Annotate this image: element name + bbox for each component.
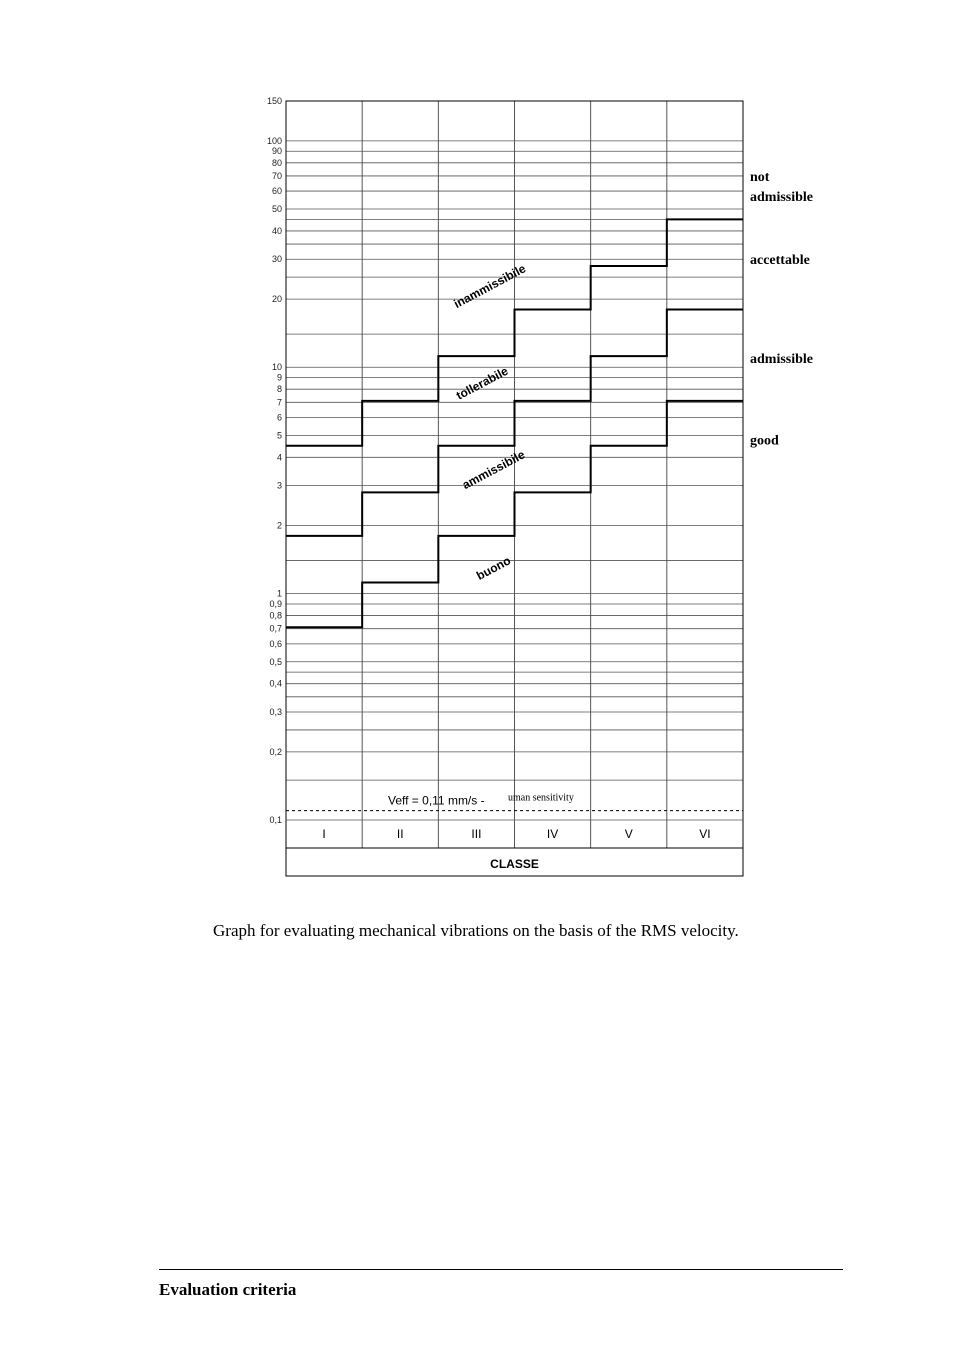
legend-label: admissible [750,351,814,367]
y-tick-label: 0,4 [269,678,282,689]
y-tick-label: 0,1 [269,815,282,825]
y-tick-label: 0,2 [269,746,282,757]
y-tick-label: 70 [271,170,282,181]
y-tick-label: 100 [266,135,282,146]
y-tick-label: 1 [276,588,282,599]
class-label-III: III [471,827,482,841]
y-tick-label: 60 [271,186,282,197]
footer-divider [159,1269,843,1270]
y-tick-label: 30 [271,254,282,265]
y-tick-label: 8 [276,384,282,395]
y-tick-label: 4 [276,452,282,463]
y-tick-label: 5 [276,430,282,441]
y-tick-label: 20 [271,294,282,305]
legend-label: not [750,169,770,185]
class-label-VI: VI [699,827,711,841]
y-tick-label: 0,6 [269,638,282,649]
zone-label-tollerabile: tollerabile [453,363,511,403]
zone-label-buono: buono [474,553,514,583]
class-label-II: II [396,827,404,841]
y-tick-label: 80 [271,157,282,168]
y-tick-label: 40 [271,225,282,236]
figure-caption: Graph for evaluating mechanical vibrations on the basis of the RMS velocity. [213,921,739,940]
y-tick-label: 7 [276,397,282,408]
y-tick-label: 3 [276,480,282,491]
x-axis-title: CLASSE [490,857,539,871]
class-label-IV: IV [546,827,559,841]
y-tick-label: 10 [271,362,282,373]
grid-layer [286,101,743,848]
y-tick-label: 0,3 [269,706,282,717]
y-tick-label: 9 [276,372,282,383]
labels [267,96,813,871]
zone-label-ammissibile: ammissibile [459,447,528,493]
class-label-V: V [624,827,633,841]
legend-label: accettable [750,253,810,269]
y-tick-label: 2 [276,520,282,531]
class-label-I: I [322,827,326,841]
y-tick-label: 50 [271,204,282,215]
y-tick-label: 0,7 [269,623,282,634]
y-tick-label: 6 [276,412,282,423]
zone-label-inammissibile: inammissibile [451,261,529,312]
legend-label: good [750,433,779,449]
legend-label: admissible [750,190,814,206]
y-tick-label: 150 [266,96,282,106]
footer-title: Evaluation criteria [159,1280,297,1299]
y-tick-label: 0,9 [269,598,282,609]
threshold-note: uman sensitivity [508,792,574,804]
y-tick-label: 0,8 [269,610,282,621]
y-tick-label: 90 [271,146,282,157]
threshold-label: Veff = 0,11 mm/s - [388,793,485,808]
y-tick-label: 0,5 [269,656,282,667]
